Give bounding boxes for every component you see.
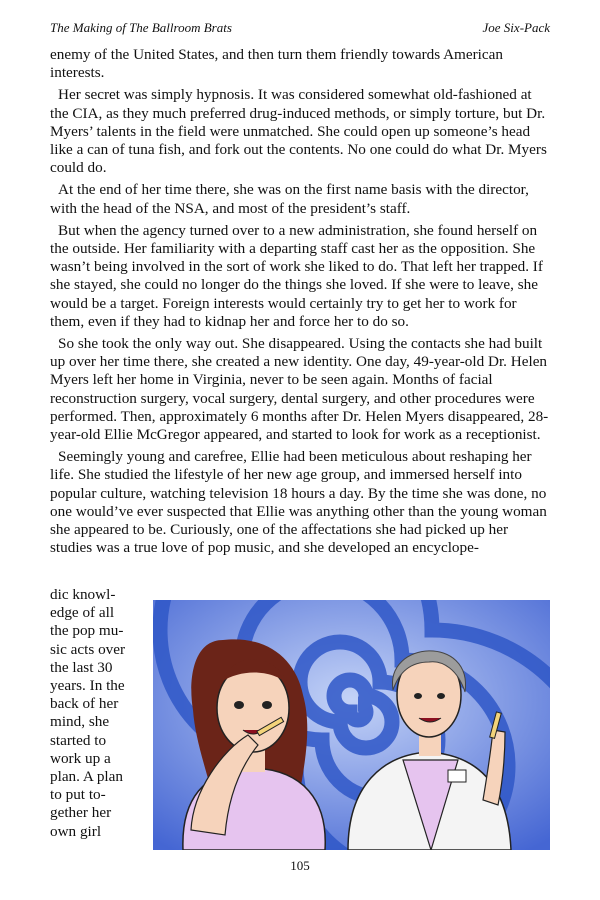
ellie-left-eye <box>234 701 244 709</box>
paragraph-5: So she took the only way out. She disappeared. Using the contacts she had built up over her time there, she created a new identity. One day, 49-year-old Dr. Helen Myers left her home in Virginia, never to be seen again. Months of facial reconstruction surgery, vocal surgery, dental surgery, and other procedures were performed. Then, approximately 6 months after Dr. Helen Myers disappeared, 28-year-old Ellie McGregor appeared, and started to look for work as a receptionist. <box>50 335 549 444</box>
paragraph-1: enemy of the United States, and then turn them friendly towards American interests. <box>50 46 503 82</box>
running-header <box>50 20 550 38</box>
helen-left-eye <box>414 693 422 699</box>
illustration-ellie-and-helen <box>153 600 550 850</box>
paragraph-6-continued: dic knowl-edge of all the pop mu-sic acts over the last 30 years. In the back of her mind, she started to work up a plan. A plan to put to-gether her own girl <box>50 586 126 840</box>
helen-badge-icon <box>448 770 466 782</box>
helen-right-eye <box>437 693 445 699</box>
ellie-right-eye <box>262 701 272 709</box>
page-number: 105 <box>290 858 310 873</box>
wrapped-section <box>50 586 550 850</box>
illustration-svg <box>153 600 550 850</box>
body-text <box>50 46 550 561</box>
paragraph-4: But when the agency turned over to a new administration, she found herself on the outside. Her familiarity with a departing staff cast her as the opposition. She wasn’t being involved in the sort of work she liked to do. That left her trapped. If she stayed, she could no longer do the things she loved. If she were to leave, she would be a target. Foreign interests would certainly try to get her to work for them, even if they had to kidnap her and force her to do so. <box>50 221 543 330</box>
paragraph-6: Seemingly young and carefree, Ellie had been meticulous about reshaping her life. She studied the lifestyle of her new age group, and immersed herself into popular culture, watching television 18 hours a day. By the time she was done, no one would’ve ever suspected that Ellie was anything other than the young woman she appeared to be. Curiously, one of the affectations she had picked up her studies was a true love of pop music, and she developed an encyclope- <box>50 448 547 557</box>
paragraph-2: Her secret was simply hypnosis. It was considered somewhat old-fashioned at the CIA, as they much preferred drug-induced methods, or simply torture, but Dr. Myers’ talents in the field were unmatched. She could open up someone’s head like a can of tuna fish, and fork out the contents. No one could do what Dr. Myers could do. <box>50 86 547 177</box>
header-book-title: The Making of The Ballroom Brats <box>50 20 232 35</box>
header-author: Joe Six-Pack <box>482 20 550 35</box>
paragraph-3: At the end of her time there, she was on the first name basis with the director, with the head of the NSA, and most of the president’s staff. <box>50 181 529 217</box>
